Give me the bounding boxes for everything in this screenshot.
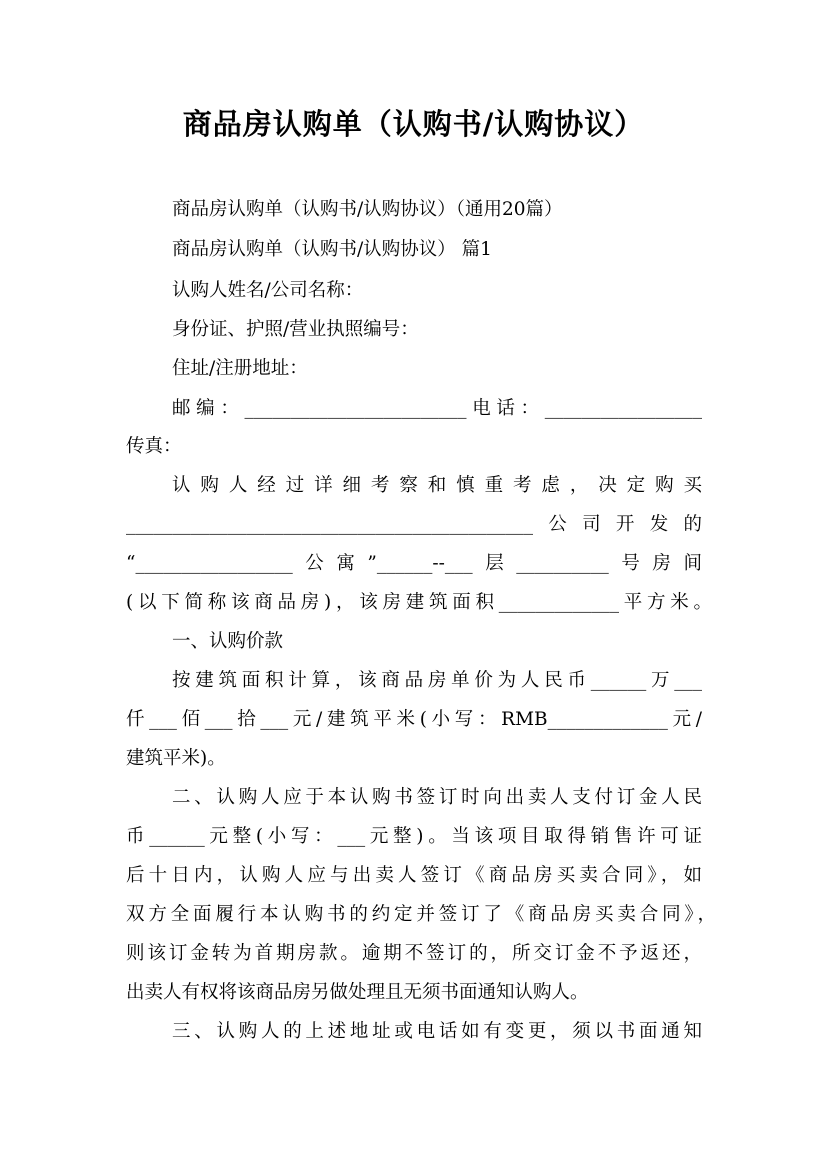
section-heading: 一、认购价款 — [172, 631, 284, 652]
paragraph-line: 出卖人有权将该商品房另做处理且无须书面通知认购人。 — [126, 982, 589, 1003]
paragraph-line: 三、认购人的上述地址或电话如有变更，须以书面通知 — [172, 1021, 702, 1042]
paragraph-line: 币______元整(小写：___元整)。当该项目取得销售许可证 — [126, 826, 702, 847]
paragraph-line: (以下简称该商品房)，该房建筑面积_____________平方米。 — [126, 592, 712, 613]
paragraph-line: 仟___佰___拾___元/建筑平米(小写：RMB_____________元/ — [126, 709, 702, 730]
document-title: 商品房认购单（认购书/认购协议） — [182, 107, 645, 141]
paragraph-line: 双方全面履行本认购书的约定并签订了《商品房买卖合同》， — [126, 904, 716, 925]
paragraph-line: 则该订金转为首期房款。逾期不签订的，所交订金不予返还， — [126, 943, 702, 964]
paragraph-line: 认购人经过详细考察和慎重考虑，决定购买 — [172, 475, 702, 496]
paragraph-line: ____________________________________________公司开发的 — [126, 514, 702, 535]
postcode-phone-field: 邮编：________________________电话：_________________ — [172, 398, 702, 419]
fax-field: 传真： — [126, 436, 182, 457]
section-heading: 商品房认购单（认购书/认购协议） 篇1 — [172, 239, 492, 260]
paragraph-line: 建筑平米)。 — [126, 748, 226, 769]
buyer-name-field: 认购人姓名/公司名称： — [172, 280, 364, 301]
paragraph-line: 后十日内，认购人应与出卖人签订《商品房买卖合同》，如 — [126, 865, 702, 886]
id-number-field: 身份证、护照/营业执照编号： — [172, 319, 419, 340]
address-field: 住址/注册地址： — [172, 358, 308, 379]
paragraph-line: 按建筑面积计算，该商品房单价为人民币______万___ — [172, 670, 702, 691]
paragraph-line: 二、认购人应于本认购书签订时向出卖人支付订金人民 — [172, 787, 702, 808]
paragraph-line: “_________________公寓”______--___层__________号房间 — [126, 553, 702, 574]
subtitle-line: 商品房认购单（认购书/认购协议）（通用20篇） — [172, 199, 563, 220]
